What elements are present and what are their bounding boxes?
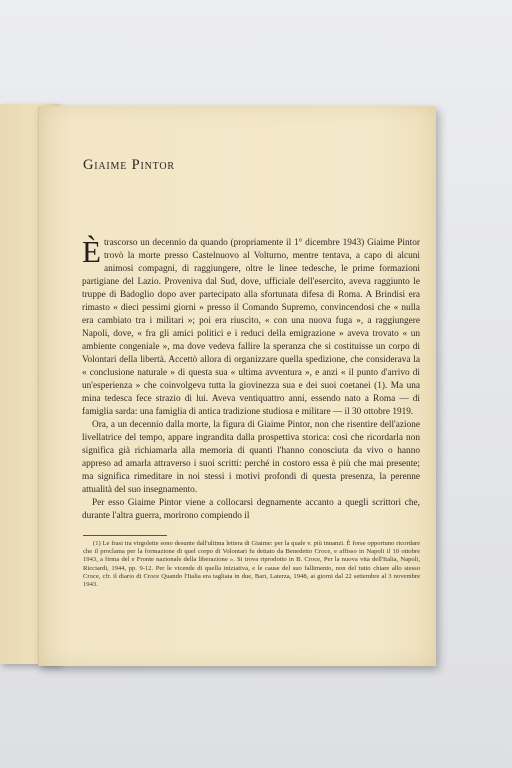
book-page xyxy=(38,106,436,666)
paragraph-1-text: trascorso un decennio da quando (propriamente il 1° dicembre 1943) Giaime Pintor trovò la morte presso Castelnuovo al Volturno, mentre tentava, a capo di alcuni animosi compagni, di raggiungere, oltre le linee tedesche, le prime formazioni partigiane del Lazio. Proveniva dal Sud, dove, ufficiale dell'esercito, aveva raggiunto le truppe di Badoglio dopo aver partecipato alla sfortunata difesa di Roma. A Brindisi era rimasto « dieci pessimi giorni » presso il Comando Supremo, convincendosi che « nulla era cambiato tra i militari »; poi era riuscito, « con una nuova fuga », a raggiungere Napoli, dove, « fra gli amici politici e i reduci della emigrazione » aveva trovato « un ambiente congeniale », ma dove vedeva fallire la speranza che si costituisse un corpo di Volontari della libertà. Accettò allora di organizzare quella spedizione, che considerava la « conclusione naturale » di questa sua « ultima avventura », e anzi « il punto d'arrivo di un'esperienza » che coinvolgeva tutta la giovinezza sua e dei suoi coetanei (1). Ma una mina tedesca fece strazio di lui. Aveva ventiquattro anni, essendo nato a Roma — di famiglia sarda: una famiglia di antica tradizione studiosa e militare — il 30 ottobre 1919. xyxy=(82,238,420,417)
body-text xyxy=(82,234,420,523)
page-title: Giaime Pintor xyxy=(83,157,175,173)
paragraph-1 xyxy=(82,234,420,419)
drop-cap: È xyxy=(82,234,101,269)
footnote xyxy=(83,540,420,589)
paragraph-3: Per esso Giaime Pintor viene a collocarsi degnamente accanto a quegli scrittori che, durante l'altra guerra, morirono compiendo il xyxy=(82,498,420,521)
paragraph-2: Ora, a un decennio dalla morte, la figura di Giaime Pintor, non che risentire dell'azione livellatrice del tempo, appare ingrandita dalla prospettiva storica: così che ricordarla non significa già richiamarla alla memoria di quanti l'hanno conosciuta da vivo o hanno appreso ad amarla attraverso i suoi scritti: perché in costoro essa è più che mai presente; ma significa rimeditare in noi stessi i motivi profondi di questa presenza, la perenne attualità del suo insegnamento. xyxy=(82,420,420,495)
footnote-rule xyxy=(83,535,167,536)
footnote-text: (1) Le frasi tra virgolette sono desunte dall'ultima lettera di Giaime: per la quale v. più innanzi. È forse opportuno ricordare che il proclama per la formazione di quel corpo di Volontari fu dettato da Benedetto Croce, e affisso in Napoli il 10 ottobre 1943, a firma del e Fronte nazionale della liberazione ». Si trova riprodotto in B. Croce, Per la nuova vita dell'Italia, Napoli, Ricciardi, 1944, pp. 9-12. Per le vicende di quella iniziativa, e le cause del suo fallimento, non del tutto chiare allo stesso Croce, cfr. il diario di Croce Quando l'Italia era tagliata in due, Bari, Laterza, 1948, ai giorni dal 22 settembre al 3 novembre 1943. xyxy=(83,540,420,589)
